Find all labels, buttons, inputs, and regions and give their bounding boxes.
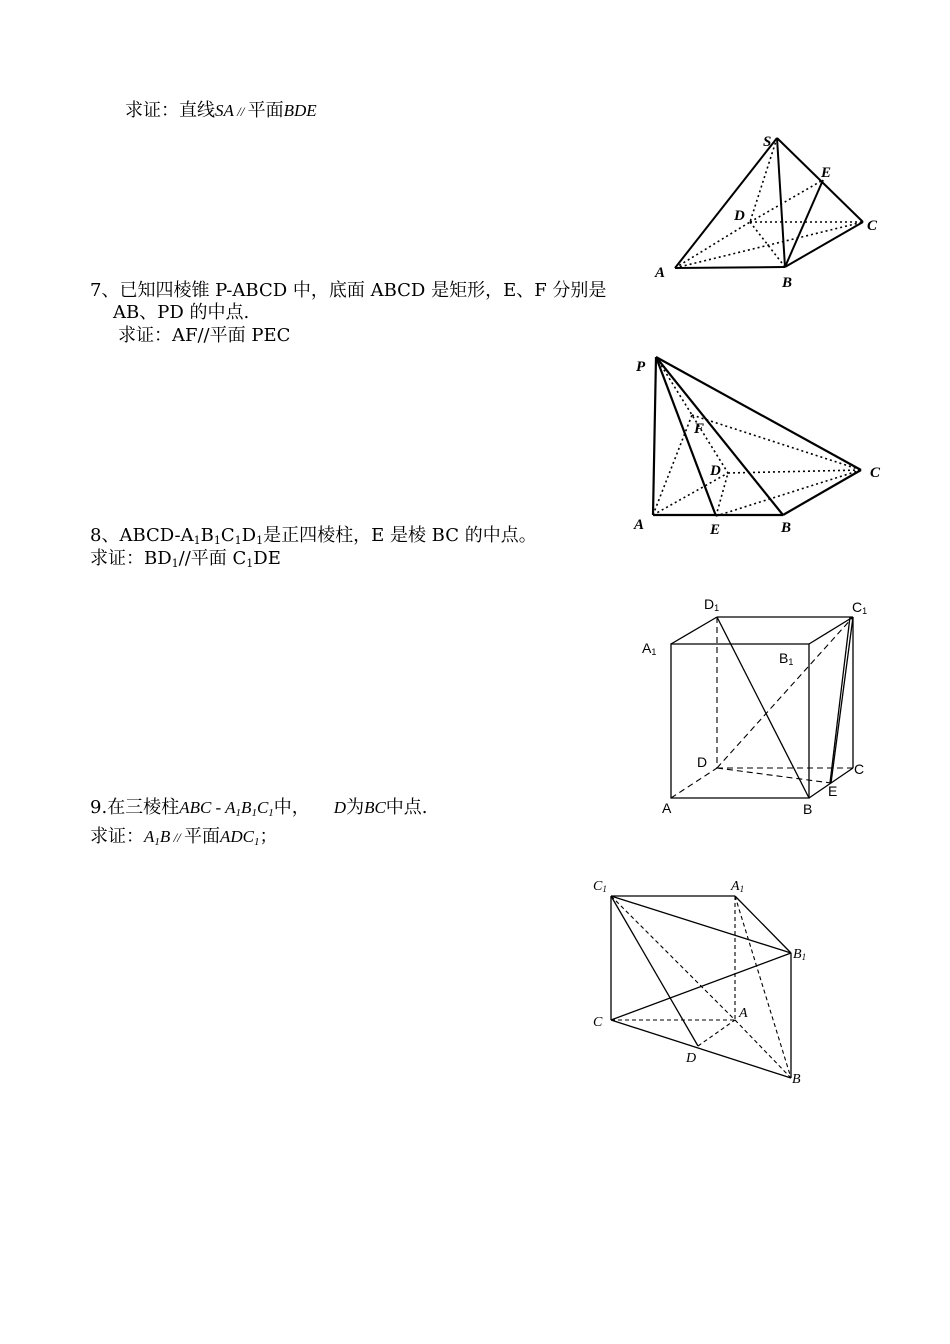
figure-pyramid-p-abcd xyxy=(620,345,900,545)
label-e: E xyxy=(828,783,838,799)
label-b: B xyxy=(782,275,793,291)
problem-7-proof: 求证：AF//平面 PEC xyxy=(118,325,291,346)
figure-pyramid-s-abcd xyxy=(640,125,900,295)
problem-number: 9. xyxy=(90,797,108,818)
label-a: A xyxy=(662,800,672,816)
text-3: 为 xyxy=(346,797,365,818)
proof-a: 求证：BD xyxy=(90,548,172,569)
sub-1: 1 xyxy=(193,534,201,547)
proof-prefix: 求证： xyxy=(90,826,144,847)
label-f: F xyxy=(694,421,705,437)
label-c: C xyxy=(854,761,865,777)
label-a1: A1 xyxy=(642,640,657,657)
problem-9-line-1 xyxy=(90,797,428,824)
plane-adc: ADC xyxy=(220,827,255,846)
prism-name-b: B xyxy=(241,798,252,817)
line-sa: SA xyxy=(215,101,234,120)
label-b: B xyxy=(792,1072,801,1087)
text-a: 8、ABCD-A xyxy=(90,525,194,546)
label-a1: A1 xyxy=(731,879,745,894)
label-b1: B1 xyxy=(779,650,794,667)
text-d: D xyxy=(241,525,257,546)
sub-2: 1 xyxy=(213,534,221,547)
label-b: B xyxy=(803,801,813,817)
label-d: D xyxy=(686,1051,697,1066)
label-b1: B1 xyxy=(793,947,807,962)
proof-c: DE xyxy=(253,548,281,569)
parallel-sign: // xyxy=(233,104,248,119)
sub-1: 1 xyxy=(235,807,242,819)
label-e: E xyxy=(821,165,832,181)
label-a: A xyxy=(634,517,645,533)
sub-3: 1 xyxy=(234,534,242,547)
label-d1: D1 xyxy=(704,596,720,613)
label-d: D xyxy=(697,754,708,770)
proof-b: //平面 C xyxy=(178,548,247,569)
problem-6-proof-statement xyxy=(125,100,317,123)
sub-2: 1 xyxy=(251,807,257,819)
problem-9-proof xyxy=(90,826,278,853)
label-c: C xyxy=(593,1015,603,1030)
text-1: 在三棱柱 xyxy=(107,797,180,818)
text-4: 中点. xyxy=(385,797,428,818)
line-a: A xyxy=(144,827,155,846)
label-d: D xyxy=(734,208,745,224)
sub-4: 1 xyxy=(154,836,160,848)
label-e: E xyxy=(710,522,721,538)
sub-3: 1 xyxy=(268,807,274,819)
prism-name-a: ABC - A xyxy=(179,798,236,817)
text-2: 中， xyxy=(273,797,310,818)
label-s: S xyxy=(763,134,772,150)
plane-word: 平面 xyxy=(184,826,221,847)
label-a: A xyxy=(739,1006,748,1021)
problem-7-line-1: 7、已知四棱锥 P-ABCD 中，底面 ABCD 是矩形，E、F 分别是 xyxy=(90,280,607,301)
proof-prefix: 求证：直线 xyxy=(125,100,215,121)
label-c1: C1 xyxy=(852,599,868,616)
text-c: C xyxy=(220,525,235,546)
text-e: 是正四棱柱，E 是棱 BC 的中点。 xyxy=(263,525,537,546)
label-b: B xyxy=(781,520,792,536)
sub-5: 1 xyxy=(171,557,179,570)
label-c: C xyxy=(867,218,878,234)
plane-bde: BDE xyxy=(283,101,317,120)
figure-prism-abcd-a1b1c1d1 xyxy=(640,590,890,820)
parallel-sign: // xyxy=(170,830,185,845)
plane-word: 平面 xyxy=(247,100,284,121)
label-c: C xyxy=(870,465,881,481)
end-mark: ； xyxy=(259,826,278,847)
figure-triangular-prism xyxy=(585,870,825,1095)
label-d: D xyxy=(710,463,721,479)
prism-name-c: C xyxy=(256,798,269,817)
sub-6: 1 xyxy=(246,557,254,570)
problem-8-proof xyxy=(90,548,281,575)
point-d: D xyxy=(333,798,347,817)
label-p: P xyxy=(636,359,646,375)
sub-5: 1 xyxy=(254,836,260,848)
label-a: A xyxy=(655,265,666,281)
label-c1: C1 xyxy=(593,879,607,894)
text-b: B xyxy=(200,525,214,546)
line-b: B xyxy=(159,827,171,846)
problem-7-line-2: AB、PD 的中点. xyxy=(113,302,250,323)
sub-4: 1 xyxy=(256,534,264,547)
segment-bc: BC xyxy=(364,798,386,817)
